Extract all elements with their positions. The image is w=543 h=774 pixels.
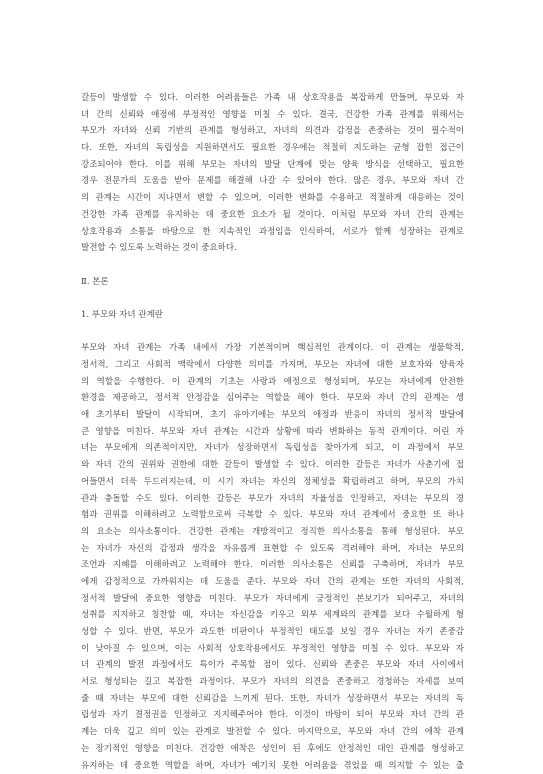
text-line: 정서적, 그리고 사회적 맥락에서 다양한 의미를 가지며, 부모는 자녀에 대한 보호자와 양육자 xyxy=(81,357,464,374)
text-line: 립성과 자기 결정권을 인정하고 지지해주어야 한다. 이것이 바탕이 되어 부모와 자녀 간의 관 xyxy=(81,707,464,724)
spacer xyxy=(81,290,464,307)
text-line: 큰 영향을 미친다. 부모와 자녀 관계는 시간과 상황에 따라 변화하는 동적 관계이다. 어린 자 xyxy=(81,424,464,441)
text-line: 경우 전문가의 도움을 받아 문제를 해결해 나갈 수 있어야 한다. 많은 경우, 부모와 자녀 간 xyxy=(81,173,464,190)
text-line: 성할 수 있다. 반면, 부모가 과도한 비판이나 부정적인 태도를 보일 경우 자녀는 자기 존중감 xyxy=(81,624,464,641)
text-line: 험과 권위를 이해하려고 노력함으로써 극복할 수 있다. 부모와 자녀 관계에서 중요한 또 하나 xyxy=(81,507,464,524)
text-line: 갈등이 발생할 수 있다. 이러한 어려움들은 가족 내 상호작용을 복잡하게 만들며, 부모와 자 xyxy=(81,90,464,107)
text-line: 조언과 지혜를 이해하려고 노력해야 한다. 이러한 의사소통은 신뢰를 구축하며, 자녀가 부모 xyxy=(81,557,464,574)
section-heading: Ⅱ. 본론 xyxy=(81,274,464,291)
text-line: 서로 형성되는 길고 복잡한 과정이다. 부모가 자녀의 의견을 존중하고 경청하는 자세를 보여 xyxy=(81,674,464,691)
text-line: 줄 때 자녀는 부모에 대한 신뢰감을 느끼게 된다. 또한, 자녀가 성장하면서 부모는 자녀의 독 xyxy=(81,691,464,708)
text-line: 계는 더욱 깊고 의미 있는 관계로 발전할 수 있다. 마지막으로, 부모와 자녀 간의 애착 관계 xyxy=(81,724,464,741)
text-line: 다. 또한, 자녀의 독립성을 지원하면서도 필요한 경우에는 적절히 지도하는 균형 잡힌 접근이 xyxy=(81,140,464,157)
text-line: 정서적 발달에 중요한 영향을 미친다. 부모가 자녀에게 긍정적인 본보기가 되어주고, 자녀의 xyxy=(81,591,464,608)
text-line: 의 역할을 수행한다. 이 관계의 기초는 사랑과 애정으로 형성되며, 부모는 자녀에게 안전한 xyxy=(81,374,464,391)
text-line: 는 자녀가 자신의 감정과 생각을 자유롭게 표현할 수 있도록 격려해야 하며, 자녀는 부모의 xyxy=(81,541,464,558)
text-line: 유지하는 데 중요한 역할을 하며, 자녀가 예기치 못한 어려움을 겪었을 때 의지할 수 있는 출 xyxy=(81,758,464,774)
text-line: 발전할 수 있도록 노력하는 것이 중요하다. xyxy=(81,240,464,257)
text-line: 강조되어야 한다. 이를 위해 부모는 자녀의 발달 단계에 맞는 양육 방식을 선택하고, 필요한 xyxy=(81,157,464,174)
text-line: 이 낮아질 수 있으며, 이는 사회적 상호작용에서도 부정적인 영향을 미칠 수 있다. 부모와 자 xyxy=(81,641,464,658)
text-line: 녀는 부모에게 의존적이지만, 자녀가 성장하면서 독립성을 찾아가게 되고, 이 과정에서 부모 xyxy=(81,440,464,457)
text-line: 부모와 자녀 관계는 가족 내에서 가장 기본적이며 핵심적인 관계이다. 이 관계는 생물학적, xyxy=(81,340,464,357)
text-line: 녀 관계의 발전 과정에서도 특이가 주목할 점이 있다. 신뢰와 존중은 부모와 자녀 사이에서 xyxy=(81,657,464,674)
text-line: 어들면서 더욱 두드러지는데, 이 시기 자녀는 자신의 정체성을 확립하려고 하며, 부모의 가치 xyxy=(81,474,464,491)
subsection-heading: 1. 부모와 자녀 관계란 xyxy=(81,307,464,324)
text-line: 관과 충돌할 수도 있다. 이러한 갈등은 부모가 자녀의 자율성을 인정하고, 자녀는 부모의 경 xyxy=(81,491,464,508)
text-line: 와 자녀 간의 권위와 권한에 대한 갈등이 발생할 수 있다. 이러한 갈등은 자녀가 사춘기에 접 xyxy=(81,457,464,474)
text-line: 환경을 제공하고, 정서적 안정감을 심어주는 역할을 해야 한다. 부모와 자녀 간의 관계는 생 xyxy=(81,390,464,407)
body-paragraph xyxy=(81,340,464,774)
text-line: 건강한 가족 관계를 유지하는 데 중요한 요소가 될 것이다. 이처럼 부모와 자녀 간의 관계는 xyxy=(81,207,464,224)
document-body xyxy=(81,90,464,774)
intro-paragraph xyxy=(81,90,464,257)
text-line: 에게 감정적으로 가까워지는 데 도움을 준다. 부모와 자녀 간의 관계는 또한 자녀의 사회적, xyxy=(81,574,464,591)
text-line: 부모가 자녀와 신뢰 기반의 관계를 형성하고, 자녀의 의견과 감정을 존중하는 것이 필수적이 xyxy=(81,123,464,140)
text-line: 상호작용과 소통을 바탕으로 한 지속적인 과정임을 인식하여, 서로가 함께 성장하는 관계로 xyxy=(81,224,464,241)
text-line: 는 장기적인 영향을 미친다. 건강한 애착은 성인이 된 후에도 안정적인 대인 관계를 형성하고 xyxy=(81,741,464,758)
text-line: 성취를 지지하고 칭찬할 때, 자녀는 자신감을 키우고 외부 세계와의 관계를 보다 수월하게 형 xyxy=(81,607,464,624)
text-line: 의 요소는 의사소통이다. 건강한 관계는 개방적이고 정직한 의사소통을 통해 형성된다. 부모 xyxy=(81,524,464,541)
spacer xyxy=(81,257,464,274)
text-line: 녀 간의 신뢰와 애정에 부정적인 영향을 미칠 수 있다. 결국, 건강한 가족 관계를 위해서는 xyxy=(81,107,464,124)
text-line: 의 관계는 시간이 지나면서 변할 수 있으며, 이러한 변화를 수용하고 적절하게 대응하는 것이 xyxy=(81,190,464,207)
text-line: 애 초기부터 발달이 시작되며, 초기 유아기에는 부모의 애정과 반응이 자녀의 정서적 발달에 xyxy=(81,407,464,424)
spacer xyxy=(81,324,464,341)
